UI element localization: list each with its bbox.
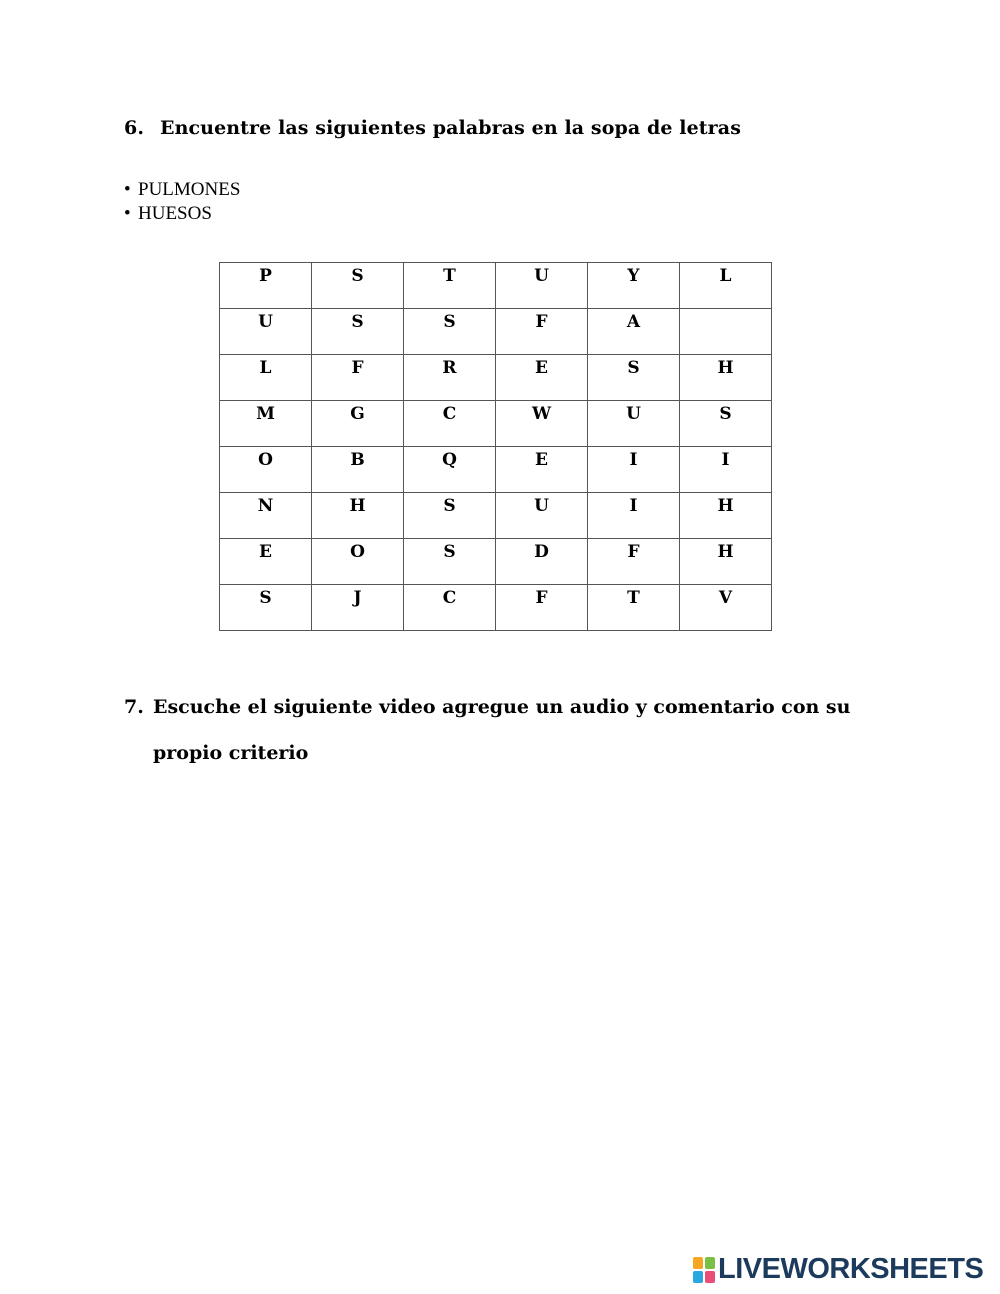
grid-row	[220, 447, 772, 493]
question-7-line-1: Escuche el siguiente video agregue un audio y comentario con su	[153, 696, 851, 718]
grid-cell[interactable]: L	[220, 355, 312, 401]
grid-cell[interactable]: H	[680, 493, 772, 539]
grid-cell[interactable]: S	[588, 355, 680, 401]
grid-cell[interactable]: P	[220, 263, 312, 309]
grid-cell[interactable]: U	[588, 401, 680, 447]
grid-cell[interactable]: H	[312, 493, 404, 539]
grid-cell[interactable]: C	[404, 585, 496, 631]
grid-row	[220, 263, 772, 309]
word-search-grid-body	[220, 263, 772, 631]
liveworksheets-logo-text: LIVEWORKSHEETS	[718, 1253, 984, 1285]
liveworksheets-logo-icon	[693, 1257, 715, 1283]
grid-cell[interactable]	[680, 309, 772, 355]
grid-cell[interactable]: M	[220, 401, 312, 447]
logo-square	[705, 1257, 715, 1269]
question-6-number: 6.	[124, 117, 145, 139]
grid-cell[interactable]: U	[496, 263, 588, 309]
grid-cell[interactable]: O	[312, 539, 404, 585]
grid-cell[interactable]: I	[588, 493, 680, 539]
grid-cell[interactable]: T	[588, 585, 680, 631]
grid-cell[interactable]: F	[588, 539, 680, 585]
logo-square	[705, 1271, 715, 1283]
grid-cell[interactable]: G	[312, 401, 404, 447]
grid-row	[220, 493, 772, 539]
question-7-heading	[124, 696, 850, 718]
grid-cell[interactable]: L	[680, 263, 772, 309]
grid-cell[interactable]: C	[404, 401, 496, 447]
grid-cell[interactable]: Y	[588, 263, 680, 309]
grid-cell[interactable]: J	[312, 585, 404, 631]
grid-cell[interactable]: S	[680, 401, 772, 447]
bullet-icon: •	[124, 203, 131, 224]
grid-cell[interactable]: E	[496, 447, 588, 493]
grid-row	[220, 309, 772, 355]
grid-row	[220, 355, 772, 401]
grid-cell[interactable]: H	[680, 355, 772, 401]
word-list-item	[124, 202, 240, 226]
grid-cell[interactable]: O	[220, 447, 312, 493]
grid-row	[220, 539, 772, 585]
grid-cell[interactable]: N	[220, 493, 312, 539]
grid-row	[220, 585, 772, 631]
grid-cell[interactable]: U	[220, 309, 312, 355]
bullet-icon: •	[124, 179, 131, 200]
word-list	[124, 178, 240, 226]
grid-cell[interactable]: H	[680, 539, 772, 585]
grid-cell[interactable]: V	[680, 585, 772, 631]
question-7-number: 7.	[124, 696, 144, 718]
grid-cell[interactable]: I	[588, 447, 680, 493]
question-7-line-2: propio criterio	[153, 742, 309, 764]
grid-cell[interactable]: A	[588, 309, 680, 355]
grid-cell[interactable]: R	[404, 355, 496, 401]
question-6-text: Encuentre las siguientes palabras en la sopa de letras	[160, 117, 741, 139]
liveworksheets-logo	[693, 1253, 983, 1286]
grid-cell[interactable]: S	[312, 263, 404, 309]
logo-square	[693, 1271, 703, 1283]
grid-cell[interactable]: S	[404, 539, 496, 585]
grid-cell[interactable]: F	[312, 355, 404, 401]
grid-cell[interactable]: S	[220, 585, 312, 631]
grid-cell[interactable]: Q	[404, 447, 496, 493]
word-huesos: HUESOS	[138, 203, 212, 224]
word-search-grid	[219, 262, 772, 631]
grid-cell[interactable]: S	[404, 309, 496, 355]
word-pulmones: PULMONES	[138, 179, 241, 200]
grid-cell[interactable]: F	[496, 585, 588, 631]
logo-square	[693, 1257, 703, 1269]
grid-cell[interactable]: E	[496, 355, 588, 401]
grid-cell[interactable]: D	[496, 539, 588, 585]
grid-row	[220, 401, 772, 447]
grid-cell[interactable]: U	[496, 493, 588, 539]
grid-cell[interactable]: I	[680, 447, 772, 493]
grid-cell[interactable]: T	[404, 263, 496, 309]
question-6-heading	[124, 117, 741, 139]
grid-cell[interactable]: B	[312, 447, 404, 493]
grid-cell[interactable]: E	[220, 539, 312, 585]
grid-cell[interactable]: S	[404, 493, 496, 539]
grid-cell[interactable]: S	[312, 309, 404, 355]
grid-cell[interactable]: F	[496, 309, 588, 355]
word-list-item	[124, 178, 240, 202]
grid-cell[interactable]: W	[496, 401, 588, 447]
